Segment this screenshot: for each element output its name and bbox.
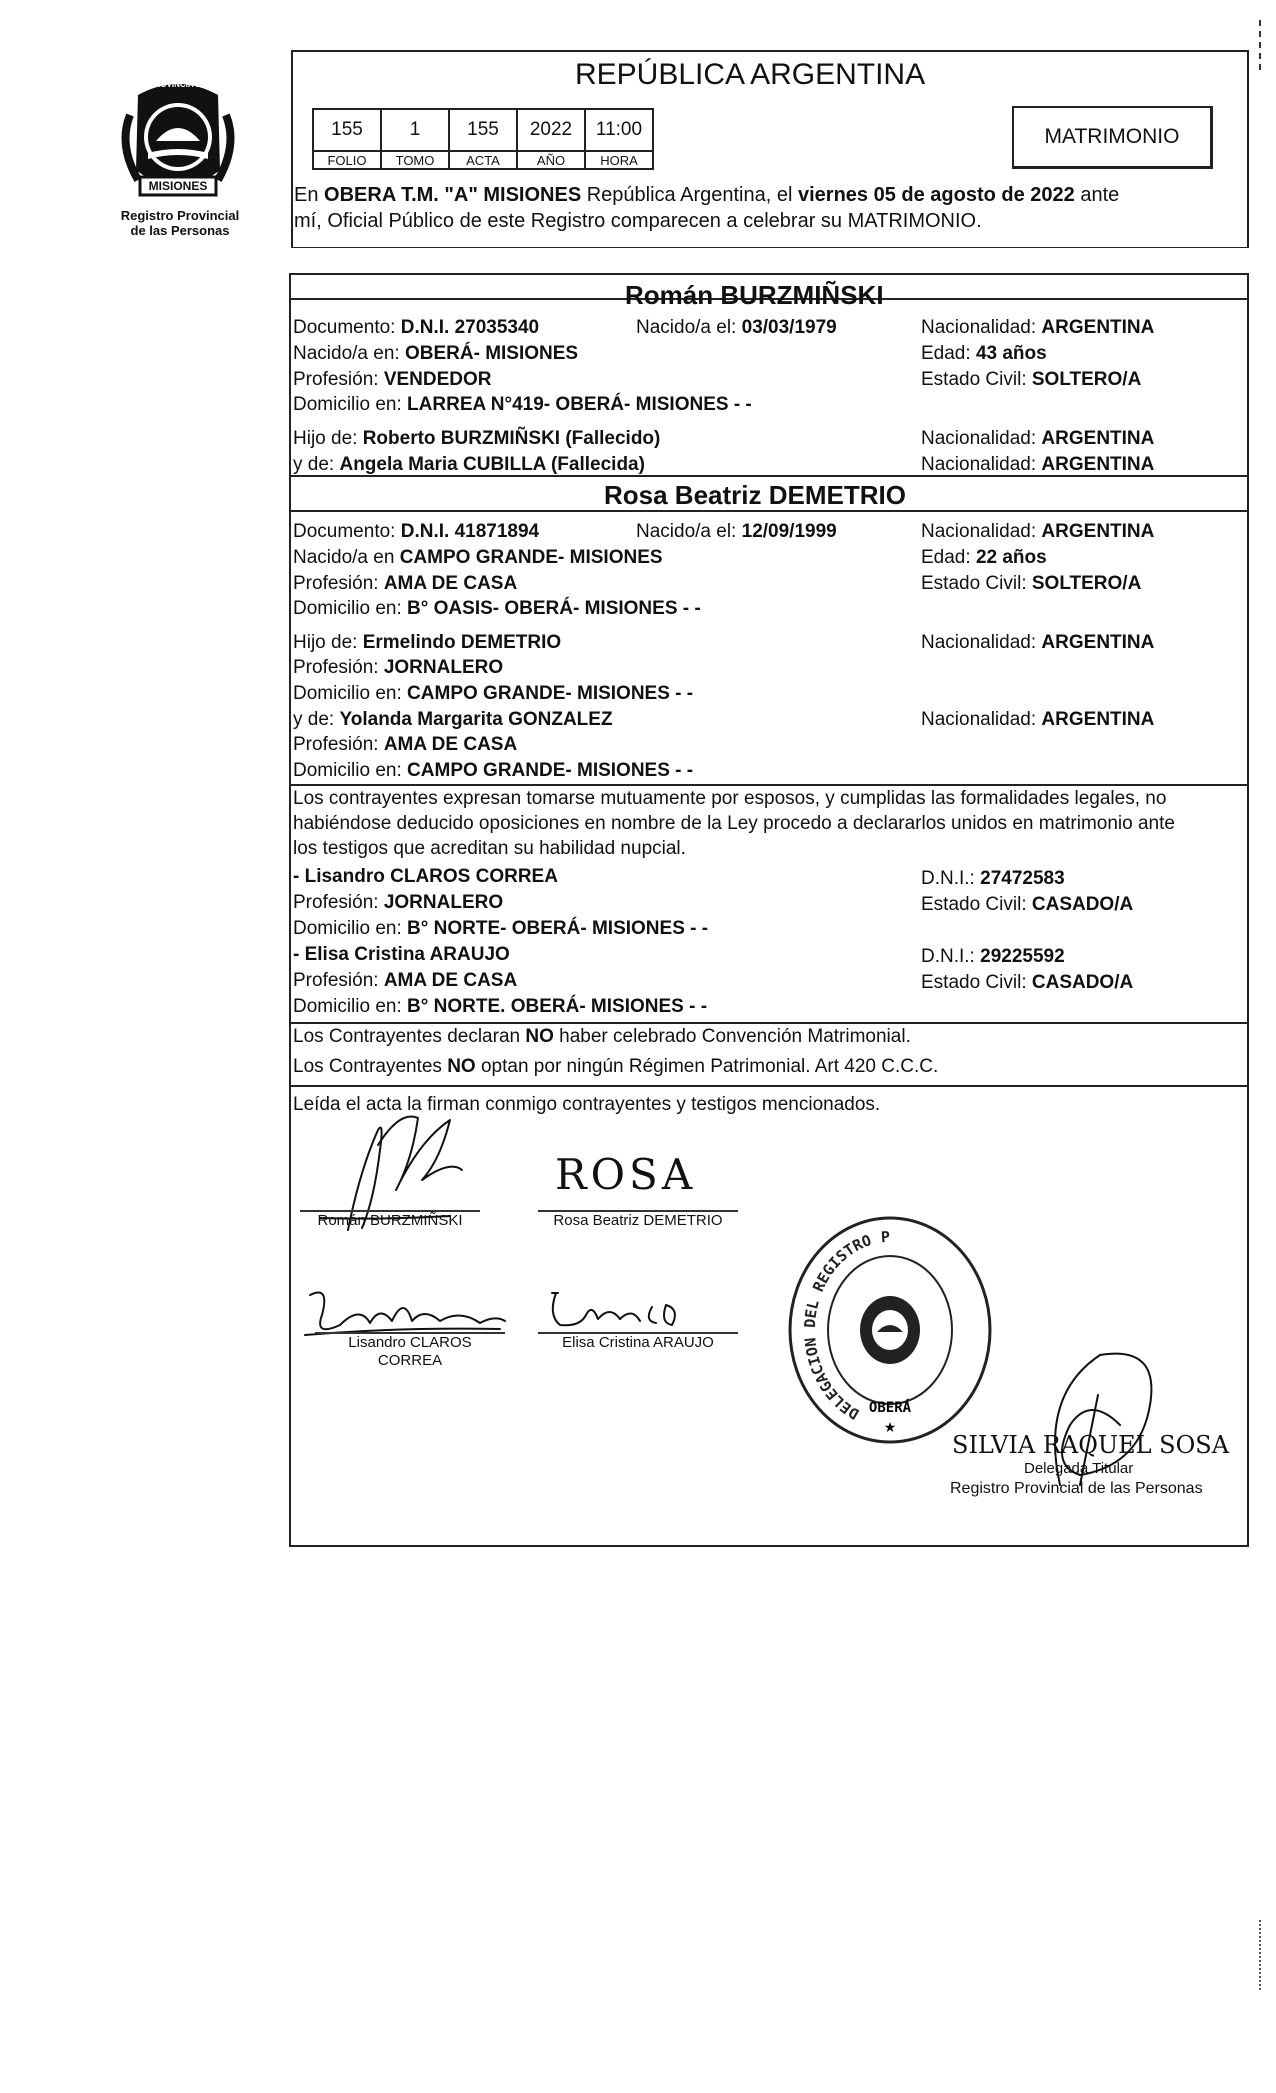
signature-rosa-handwriting: ROSA <box>555 1150 697 1199</box>
field-label: Estado Civil: <box>921 573 1032 594</box>
signature-elisa <box>540 1285 690 1335</box>
c2-nacido-en <box>293 547 663 569</box>
c2-nacionalidad <box>921 521 1154 543</box>
testigo2-domicilio <box>293 996 707 1018</box>
c2-padre <box>293 632 561 654</box>
field-value: JORNALERO <box>383 657 504 678</box>
intro-place: OBERA T.M. "A" MISIONES <box>324 184 582 206</box>
field-value: SOLTERO/A <box>1031 573 1142 594</box>
field-label: Nacido/a el: <box>636 317 742 338</box>
convencion-text: Los Contrayentes declaran <box>293 1026 526 1047</box>
logo-caption <box>100 208 260 238</box>
acta-number-table <box>312 108 654 170</box>
field-label: Domicilio en: <box>293 683 408 704</box>
intro-line1 <box>294 184 1119 206</box>
field-label: Estado Civil: <box>921 369 1032 390</box>
field-label: Documento: <box>293 521 401 542</box>
convencion-line1 <box>293 1026 911 1048</box>
testigo2-estado-civil <box>921 972 1133 994</box>
testigo1-estado-civil <box>921 894 1133 916</box>
field-value: AMA DE CASA <box>383 970 518 991</box>
c2-nacido-el <box>636 521 837 543</box>
stamp-ring-text: DELEGACION DEL REGISTRO P <box>800 1227 891 1424</box>
field-label: Profesión: <box>293 657 384 678</box>
field-value: ARGENTINA <box>1041 709 1155 730</box>
c1-domicilio <box>293 394 752 416</box>
contrayente2-name: Rosa Beatriz DEMETRIO <box>604 480 906 510</box>
field-label: Nacido/a en: <box>293 343 405 364</box>
field-value: ARGENTINA <box>1041 521 1155 542</box>
oficial-role: Delegada Titular <box>1024 1460 1134 1477</box>
c2-profesion <box>293 573 517 595</box>
convencion-text: Los Contrayentes <box>293 1056 448 1077</box>
field-label: Estado Civil: <box>921 894 1032 915</box>
field-value: 22 años <box>975 547 1047 568</box>
field-label: Profesión: <box>293 369 384 390</box>
sig2-name: Rosa Beatriz DEMETRIO <box>553 1212 723 1229</box>
intro-line2: mí, Oficial Público de este Registro comparecen a celebrar su MATRIMONIO. <box>294 210 982 232</box>
divider <box>289 1022 1247 1024</box>
field-value: 43 años <box>975 343 1047 364</box>
field-label: Nacionalidad: <box>921 428 1042 449</box>
sig3-name-line1: Lisandro CLAROS <box>348 1334 472 1351</box>
field-label: Edad: <box>921 547 976 568</box>
field-value: CASADO/A <box>1031 894 1134 915</box>
field-label: Domicilio en: <box>293 760 408 781</box>
c1-nacido-el <box>636 317 837 339</box>
c2-madre-nacionalidad <box>921 709 1154 731</box>
field-value: CAMPO GRANDE- MISIONES - - <box>407 760 694 781</box>
c2-domicilio <box>293 598 701 620</box>
convencion-text: optan por ningún Régimen Patrimonial. Art 420 C.C.C. <box>475 1056 939 1077</box>
field-value: 03/03/1979 <box>741 317 837 338</box>
field-value: Yolanda Margarita GONZALEZ <box>339 709 613 730</box>
field-value: Angela Maria CUBILLA (Fallecida) <box>339 454 645 475</box>
leida-text: Leída el acta la firman conmigo contrayentes y testigos mencionados. <box>293 1094 881 1115</box>
field-label: Hijo de: <box>293 428 363 449</box>
declaracion-line3: los testigos que acreditan su habilidad nupcial. <box>293 838 686 859</box>
acta-label: ACTA <box>449 151 517 169</box>
convencion-no: NO <box>525 1026 554 1047</box>
stamp-bottom-text: OBERÁ <box>868 1400 912 1416</box>
field-label: Nacionalidad: <box>921 454 1042 475</box>
field-label: y de: <box>293 454 340 475</box>
province-seal-logo <box>108 75 248 210</box>
c2-madre <box>293 709 613 731</box>
testigo2-name: - Elisa Cristina ARAUJO <box>293 944 510 965</box>
field-value: ARGENTINA <box>1041 317 1155 338</box>
c2-documento <box>293 521 539 543</box>
c1-edad <box>921 343 1047 365</box>
c1-nacionalidad <box>921 317 1154 339</box>
declaracion-line1: Los contrayentes expresan tomarse mutuamente por esposos, y cumplidas las formalidades legales, no <box>293 788 1167 809</box>
field-value: VENDEDOR <box>383 369 492 390</box>
field-label: D.N.I.: <box>921 868 981 889</box>
page-title: REPÚBLICA ARGENTINA <box>575 58 926 91</box>
field-label: Profesión: <box>293 970 384 991</box>
field-value: CAMPO GRANDE- MISIONES - - <box>407 683 694 704</box>
testigo1-profesion <box>293 892 503 914</box>
acta-type-box: MATRIMONIO <box>1012 106 1213 169</box>
stamp-star: ★ <box>883 1419 897 1435</box>
convencion-line2 <box>293 1056 938 1078</box>
sig3-name-line2: CORREA <box>377 1352 443 1369</box>
field-label: Nacionalidad: <box>921 709 1042 730</box>
field-label: Edad: <box>921 343 976 364</box>
field-label: Domicilio en: <box>293 598 408 619</box>
field-value: Roberto BURZMIÑSKI (Fallecido) <box>362 428 661 449</box>
field-value: B° OASIS- OBERÁ- MISIONES - - <box>407 598 701 619</box>
c2-padre-domicilio <box>293 683 693 705</box>
c1-estado-civil <box>921 369 1141 391</box>
seal-top-text: PROVINCIA DE <box>149 80 207 89</box>
c2-edad <box>921 547 1047 569</box>
convencion-no: NO <box>447 1056 476 1077</box>
testigo1-domicilio <box>293 918 708 940</box>
oficial-name: SILVIA RAQUEL SOSA <box>952 1431 1230 1459</box>
field-label: Nacionalidad: <box>921 632 1042 653</box>
field-label: Nacido/a el: <box>636 521 742 542</box>
field-label: Nacionalidad: <box>921 521 1042 542</box>
field-label: Profesión: <box>293 573 384 594</box>
field-value: LARREA N°419- OBERÁ- MISIONES - - <box>407 394 752 415</box>
field-label: Profesión: <box>293 734 384 755</box>
field-label: Documento: <box>293 317 401 338</box>
c1-nacido-en <box>293 343 578 365</box>
seal-bottom-text: MISIONES <box>148 179 208 193</box>
folio-value: 155 <box>313 109 381 151</box>
field-value: ARGENTINA <box>1041 428 1155 449</box>
field-value: AMA DE CASA <box>383 734 518 755</box>
convencion-text: haber celebrado Convención Matrimonial. <box>553 1026 911 1047</box>
delegacion-stamp <box>785 1212 995 1448</box>
field-value: AMA DE CASA <box>383 573 518 594</box>
hora-value: 11:00 <box>585 109 653 151</box>
field-label: Profesión: <box>293 892 384 913</box>
testigo2-dni <box>921 946 1065 968</box>
field-label: Nacionalidad: <box>921 317 1042 338</box>
c1-madre-nacionalidad <box>921 454 1154 476</box>
field-label: Domicilio en: <box>293 394 408 415</box>
declaracion-line2: habiéndose deducido oposiciones en nombre de la Ley procedo a declararlos unidos en matrimonio ante <box>293 813 1175 834</box>
tomo-value: 1 <box>381 109 449 151</box>
field-label: D.N.I.: <box>921 946 981 967</box>
intro-text: En <box>294 184 325 206</box>
field-value: B° NORTE- OBERÁ- MISIONES - - <box>407 918 709 939</box>
sig3-name <box>315 1334 505 1370</box>
field-value: 12/09/1999 <box>741 521 837 542</box>
c2-madre-domicilio <box>293 760 693 782</box>
c1-padre <box>293 428 660 450</box>
c1-padre-nacionalidad <box>921 428 1154 450</box>
field-label: y de: <box>293 709 340 730</box>
hora-label: HORA <box>585 151 653 169</box>
tomo-label: TOMO <box>381 151 449 169</box>
field-value: D.N.I. 41871894 <box>400 521 540 542</box>
field-value: ARGENTINA <box>1041 454 1155 475</box>
sig1-name: Román BURZMIÑSKI <box>317 1212 463 1229</box>
intro-text: ante <box>1074 184 1120 206</box>
testigo1-dni <box>921 868 1065 890</box>
intro-date: viernes 05 de agosto de 2022 <box>797 184 1075 206</box>
field-value: CAMPO GRANDE- MISIONES <box>399 547 663 568</box>
field-value: 27472583 <box>980 868 1065 889</box>
logo-caption-line1: Registro Provincial <box>120 208 240 223</box>
testigo1-name: - Lisandro CLAROS CORREA <box>293 866 558 887</box>
field-value: B° NORTE. OBERÁ- MISIONES - - <box>407 996 708 1017</box>
field-value: ARGENTINA <box>1041 632 1155 653</box>
divider <box>289 1085 1247 1087</box>
sig4-name: Elisa Cristina ARAUJO <box>562 1334 714 1351</box>
c2-padre-profesion <box>293 657 503 679</box>
anio-label: AÑO <box>517 151 585 169</box>
c1-profesion <box>293 369 492 391</box>
anio-value: 2022 <box>517 109 585 151</box>
folio-label: FOLIO <box>313 151 381 169</box>
field-label: Hijo de: <box>293 632 363 653</box>
divider <box>289 784 1247 786</box>
testigo2-profesion <box>293 970 517 992</box>
field-value: SOLTERO/A <box>1031 369 1142 390</box>
margin-mark <box>1259 1920 1263 1990</box>
logo-caption-line2: de las Personas <box>130 223 230 238</box>
field-value: 29225592 <box>980 946 1065 967</box>
margin-mark <box>1259 20 1263 70</box>
c1-madre <box>293 454 645 476</box>
c2-estado-civil <box>921 573 1141 595</box>
c2-padre-nacionalidad <box>921 632 1154 654</box>
field-value: Ermelindo DEMETRIO <box>362 632 562 653</box>
field-label: Nacido/a en <box>293 547 400 568</box>
field-value: JORNALERO <box>383 892 504 913</box>
field-label: Domicilio en: <box>293 918 408 939</box>
contrayente1-name: Román BURZMIÑSKI <box>625 280 884 310</box>
oficial-org: Registro Provincial de las Personas <box>950 1480 1203 1497</box>
field-value: D.N.I. 27035340 <box>400 317 540 338</box>
field-label: Estado Civil: <box>921 972 1032 993</box>
c2-madre-profesion <box>293 734 517 756</box>
field-value: CASADO/A <box>1031 972 1134 993</box>
field-label: Domicilio en: <box>293 996 408 1017</box>
acta-value: 155 <box>449 109 517 151</box>
c1-documento <box>293 317 539 339</box>
field-value: OBERÁ- MISIONES <box>404 343 579 364</box>
intro-text: República Argentina, el <box>581 184 798 206</box>
